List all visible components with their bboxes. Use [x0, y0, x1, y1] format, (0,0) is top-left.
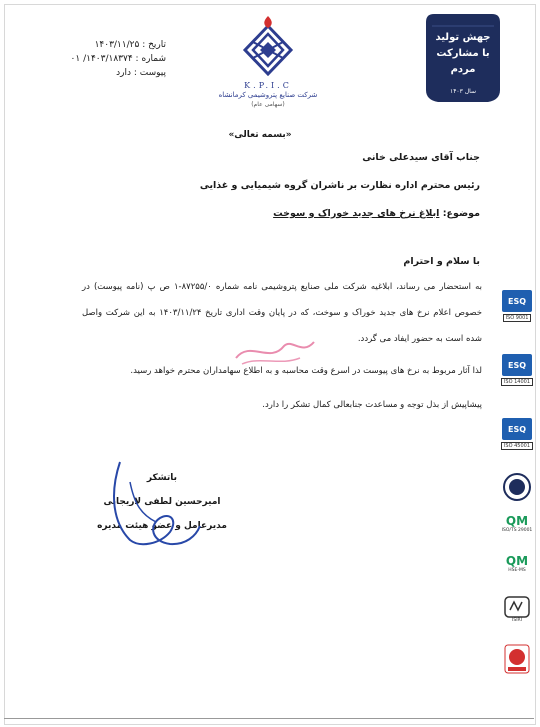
cert-iso-45001 [500, 418, 534, 450]
esq-logo-icon: ESQ [502, 290, 532, 312]
number-value: ۱۴۰۳/۱۸۳۷۴/ ۰۱ [70, 54, 133, 64]
subject-line [273, 208, 480, 219]
badge-year: سال ۱۴۰۳ [449, 88, 476, 95]
qm-logo-icon: QM [505, 514, 529, 528]
cert-standard: ISIRI [512, 618, 522, 623]
cert-standard: ISO 45001 [501, 442, 533, 450]
cert-iso-14001 [500, 354, 534, 386]
greeting: با سلام و احترام [403, 256, 480, 267]
signer-name: امیرحسین لطفی لاریجانی [103, 497, 221, 507]
recipient-title: رئیس محترم اداره نظارت بر ناشران گروه شیمیایی و غذایی [199, 180, 480, 191]
cert-iso-ts-29001 [500, 514, 534, 533]
date-label: تاریخ : [142, 40, 166, 50]
round-seal-icon [502, 472, 532, 502]
paragraph-2: لذا آثار مربوط به نرخ های پیوست در اسرع وقت محاسبه و به اطلاع سهامداران محترم خواهد رسید. [130, 366, 482, 376]
qm-logo-icon: QM [505, 554, 529, 568]
paragraph-3: پیشاپیش از بذل توجه و مساعدت جنابعالی کمال تشکر را دارد. [262, 400, 482, 410]
cert-turkak [500, 644, 534, 674]
cert-round-seal [500, 472, 534, 502]
kpic-logo-icon [233, 14, 303, 76]
company-logo [218, 14, 318, 110]
esq-logo-icon: ESQ [502, 418, 532, 440]
esq-logo-icon: ESQ [502, 354, 532, 376]
number-row [70, 52, 166, 66]
date-row [74, 38, 166, 52]
company-type: (سهامی عام) [251, 101, 285, 108]
cert-standard: ISO 9001 [503, 314, 532, 322]
cert-hse-ms [500, 554, 534, 573]
number-label: شماره : [135, 54, 166, 64]
letter-meta [70, 38, 166, 80]
attachment-row [74, 66, 166, 80]
exchange-stamp [230, 330, 320, 370]
attachment-label: پیوست : [133, 68, 166, 78]
badge-text: جهش تولید با مشارکت مردم [435, 32, 491, 75]
subject-label: موضوع: [442, 208, 480, 219]
turkak-logo-icon [504, 644, 530, 674]
signer-title: مدیرعامل و عضو هیئت مدیره [97, 521, 227, 531]
subject-text: ابلاغ نرخ های جدید خوراک و سوخت [273, 208, 440, 219]
paragraph-1: به استحضار می رساند، ابلاغیه شرکت ملی صنایع پتروشیمی نامه شماره ۸۷۲۵۵/۰-۱ ص پ (نامه پیوست) در خصوص اعلام نرخ های جدید خوراک و سوخت، که در پایان وقت اداری تاریخ ۱۴۰۳/۱۱/۲۴ به این شرکت واصل شده است به حضور ایفاد می گردد. [82, 282, 483, 344]
handwritten-signature [100, 452, 210, 552]
date-value: ۱۴۰۳/۱۱/۲۵ [94, 40, 140, 50]
closing: باتشکر [146, 473, 178, 483]
slogan-badge [418, 12, 508, 108]
cert-iso-9001 [500, 290, 534, 322]
company-name: شرکت صنایع پتروشیمی کرمانشاه [218, 91, 318, 99]
cert-standard: ISO/TS 29001 [501, 528, 533, 533]
logo-acronym: K.P.I.C [244, 81, 292, 90]
cert-standard: ISO 14001 [501, 378, 533, 386]
attachment-value: دارد [116, 68, 131, 78]
isiri-logo-icon [504, 596, 530, 618]
cert-standard: HSE-MS [508, 568, 526, 573]
footer-divider [4, 718, 534, 719]
cert-isiri [500, 596, 534, 623]
recipient: جناب آقای سیدعلی خانی [362, 152, 480, 163]
basmala: «بسمه تعالی» [228, 130, 292, 140]
